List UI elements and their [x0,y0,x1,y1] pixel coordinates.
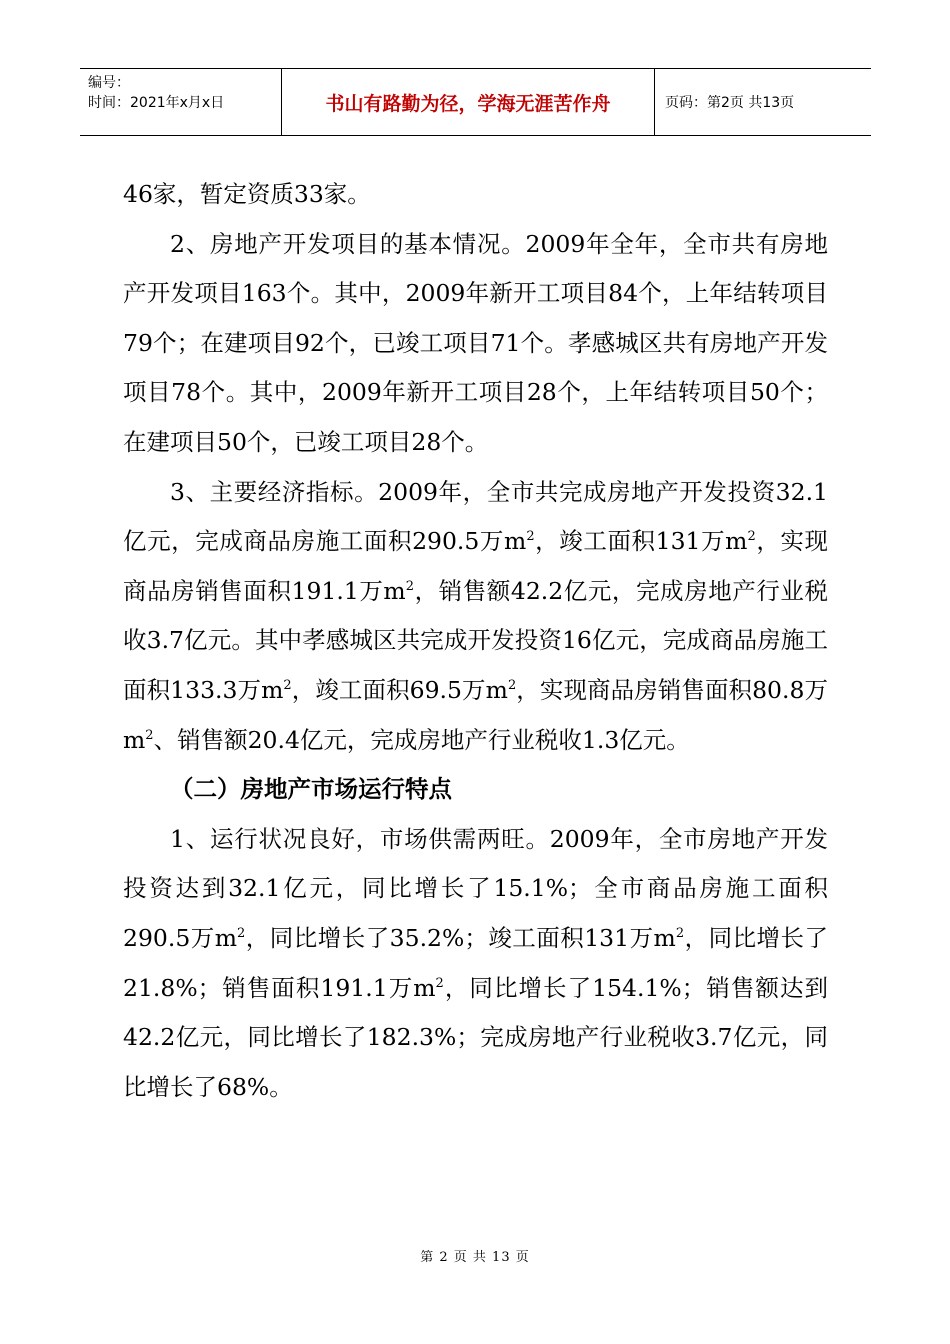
document-header [80,68,871,136]
text-run: 1、运行状况良好，市场供需两旺。2009年，全市房地产开发投资达到32.1亿元，同比增长了15.1%；全市商品房施工面积290.5万m [123,824,828,952]
superscript: 2 [675,926,685,942]
superscript: 2 [405,578,414,594]
header-page-info: 页码：第2页 共13页 [665,95,795,111]
superscript: 2 [435,975,444,991]
text-run: ，竣工面积131万m [534,527,748,556]
document-number-label: 编号： [88,75,130,91]
text-run: 、销售额20.4亿元，完成房地产行业税收1.3亿元。 [153,725,690,754]
paragraph-projects: 2、房地产开发项目的基本情况。2009年全年，全市共有房地产开发项目163个。其中，2009年新开工项目84个，上年结转项目79个；在建项目92个，已竣工项目71个。孝感城区共有房地产开发项目78个。其中，2009年新开工项目28个，上年结转项目50个；在建项目50个，已竣工项目28个。 [123,229,828,456]
header-meta [80,69,282,135]
paragraph-continued: 46家，暂定资质33家。 [123,180,371,208]
text-run: ，同比增长了154.1%；销售额达到42.2亿元，同比增长了182.3%；完成房地产行业税收3.7亿元，同比增长了68%。 [123,973,828,1101]
document-time-label: 时间：2021年x月x日 [88,95,225,111]
paragraph-market-characteristics [123,815,828,1113]
paragraph-economic-indicators [123,468,828,766]
superscript: 2 [237,926,246,942]
superscript: 2 [145,727,154,743]
text-run: ，同比增长了21.8%；销售面积191.1万m [123,923,829,1002]
text-run: ，销售额42.2亿元，完成房地产行业税收3.7亿元。其中孝感城区共完成开发投资16亿元，完成商品房施工面积133.3万m [123,576,828,704]
section-heading: （二）房地产市场运行特点 [170,775,452,804]
header-motto: 书山有路勤为径，学海无涯苦作舟 [282,69,655,135]
superscript: 2 [747,529,756,545]
text-run: ，同比增长了35.2%；竣工面积131万m [245,923,676,952]
text-run: 3、主要经济指标。2009年，全市共完成房地产开发投资32.1亿元，完成商品房施工面积290.5万m [123,477,828,556]
superscript: 2 [526,529,535,545]
superscript: 2 [507,678,517,694]
text-run: ，实现商品房销售面积80.8万m [123,675,829,754]
document-body [123,170,828,1112]
text-run: ，竣工面积69.5万m [291,675,508,704]
text-run: ，实现商品房销售面积191.1万m [123,527,829,605]
page-footer: 第 2 页 共 13 页 [420,1250,530,1265]
superscript: 2 [283,678,292,694]
